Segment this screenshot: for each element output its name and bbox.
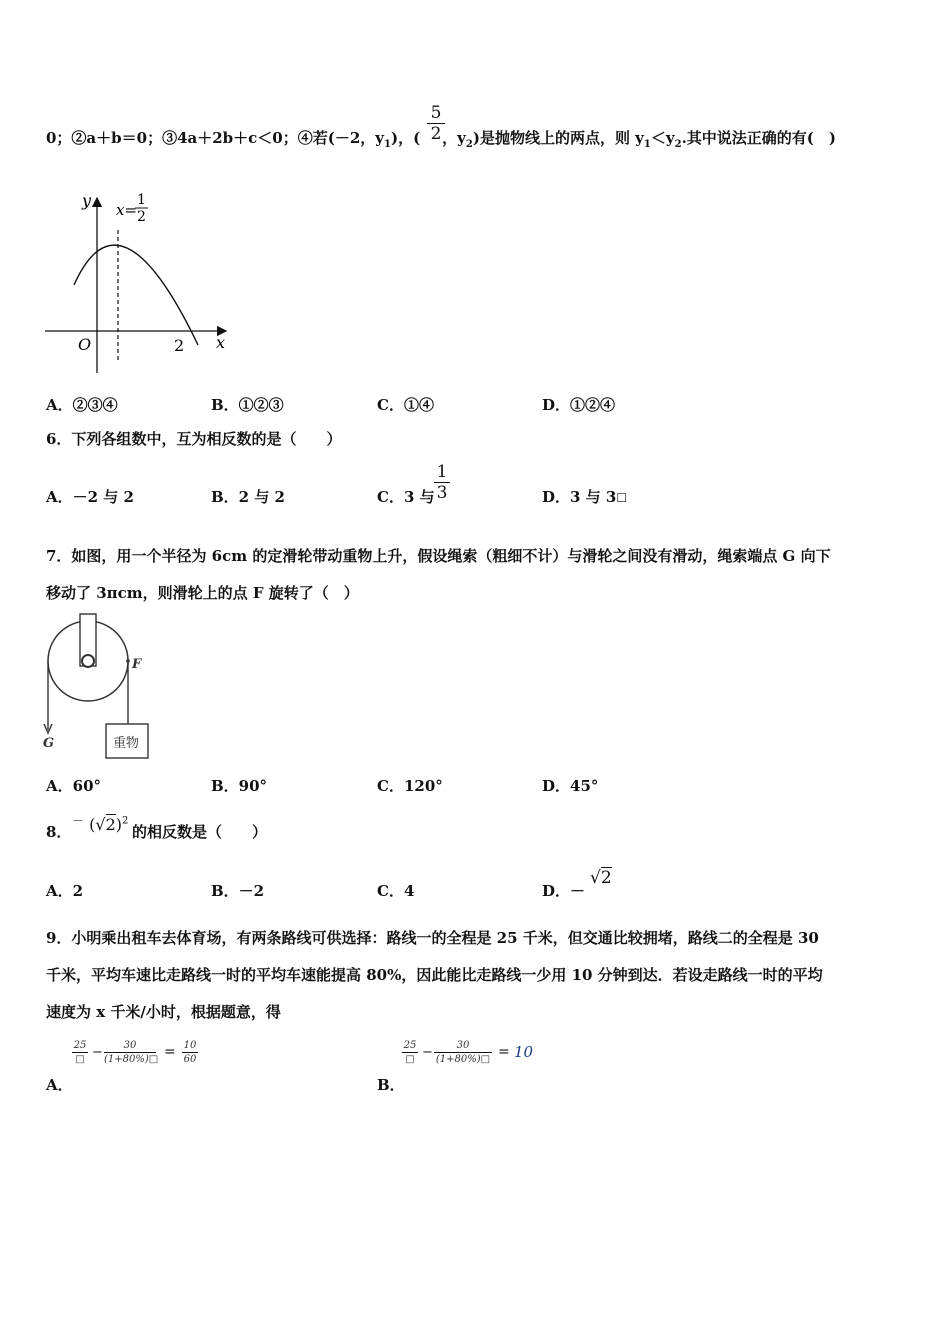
q8-option-b[interactable]: B．－2 bbox=[211, 882, 265, 900]
point-g-label: G bbox=[43, 736, 55, 751]
q9-stem-line2: 千米，平均车速比走路线一时的平均车速能提高 80%，因此能比走路线一少用 10 分钟到达．若设走路线一时的平均 bbox=[46, 966, 823, 984]
q9-option-a-label[interactable]: A． bbox=[46, 1076, 73, 1094]
q5-sub-3: 1 bbox=[643, 139, 651, 150]
fraction-bar bbox=[402, 1052, 418, 1053]
sqrt-sign: √ bbox=[95, 815, 106, 834]
point-f bbox=[126, 659, 130, 663]
q6-option-b[interactable]: B．2 与 2 bbox=[211, 488, 285, 506]
origin-label: O bbox=[78, 335, 92, 354]
point-f-label: F bbox=[132, 657, 142, 672]
q7-stem-line2: 移动了 3πcm，则滑轮上的点 F 旋转了（ ） bbox=[46, 584, 359, 602]
axis-of-symmetry-label: x= bbox=[116, 201, 138, 219]
q8-number: 8． bbox=[46, 823, 72, 841]
y-axis-label: y bbox=[82, 191, 92, 210]
q7-option-d[interactable]: D．45° bbox=[542, 777, 599, 795]
q8-option-d-sqrt: √2 bbox=[590, 868, 612, 888]
q8-option-c[interactable]: C．4 bbox=[377, 882, 415, 900]
q5-stem: 0；②a＋b＝0；③4a＋2b＋c＜0；④若(－2，$y_1$)，( ，$y_2$)是抛物线上的两点，则 $y_1<y_2$.其中说法正确的有( ) bbox=[46, 129, 836, 150]
x-axis-label: x bbox=[216, 333, 226, 352]
axis-frac-den: 2 bbox=[137, 209, 146, 225]
root-label: 2 bbox=[174, 336, 185, 355]
q5-option-b[interactable]: B．①②③ bbox=[211, 396, 284, 414]
q9-stem-line3: 速度为 x 千米/小时，根据题意，得 bbox=[46, 1003, 281, 1021]
q8-option-a[interactable]: A．2 bbox=[46, 882, 84, 900]
missing-glyph-icon: ☐ bbox=[616, 491, 628, 505]
q8-stem: 的相反数是（ ） bbox=[132, 823, 268, 841]
q5-option-c[interactable]: C．①④ bbox=[377, 396, 434, 414]
weight-label: 重物 bbox=[113, 736, 140, 751]
q7-pulley-figure bbox=[40, 612, 155, 764]
q5-sub-1: 1 bbox=[384, 139, 391, 150]
q5-fraction: 5 2 bbox=[427, 104, 445, 143]
q9-option-b-label[interactable]: B． bbox=[377, 1076, 405, 1094]
parabola-curve bbox=[74, 245, 198, 345]
q7-stem-line1: 7．如图，用一个半径为 6cm 的定滑轮带动重物上升，假设绳索（粗细不计）与滑轮之间没有滑动，绳索端点 G 向下 bbox=[46, 547, 831, 565]
q6-option-c[interactable]: C．3 与 bbox=[377, 488, 435, 506]
paren-right: ) bbox=[115, 815, 122, 834]
q8-expression: － $(√2)^2$ bbox=[72, 814, 129, 834]
pulley-axle bbox=[82, 655, 94, 667]
q9-stem-line1: 9．小明乘出租车去体育场，有两条路线可供选择：路线一的全程是 25 千米，但交通比较拥堵，路线二的全程是 30 bbox=[46, 929, 819, 947]
q8-option-d[interactable]: D．－ bbox=[542, 882, 586, 900]
fraction-bar bbox=[72, 1052, 88, 1053]
fraction-bar bbox=[104, 1052, 156, 1053]
paren-left: ( bbox=[89, 815, 96, 834]
q5-option-d[interactable]: D．①②④ bbox=[542, 396, 616, 414]
sqrt-sign: √ bbox=[590, 868, 601, 888]
q7-option-b[interactable]: B．90° bbox=[211, 777, 268, 795]
q5-parabola-graph bbox=[40, 190, 240, 380]
q6-option-a[interactable]: A．－2 与 2 bbox=[46, 488, 134, 506]
q5-sub-2: 2 bbox=[465, 139, 473, 150]
fraction-bar bbox=[182, 1052, 198, 1053]
q7-option-a[interactable]: A．60° bbox=[46, 777, 102, 795]
q6-stem: 6．下列各组数中，互为相反数的是（ ） bbox=[46, 430, 342, 448]
axis-frac-num: 1 bbox=[137, 192, 146, 208]
q7-option-c[interactable]: C．120° bbox=[377, 777, 443, 795]
q5-option-a[interactable]: A．②③④ bbox=[46, 396, 118, 414]
q6-option-d[interactable]: D．3 与 3☐ bbox=[542, 488, 628, 506]
fraction-bar bbox=[434, 1052, 492, 1053]
q6-option-c-fraction: 1 3 bbox=[434, 463, 450, 502]
q5-sub-4: 2 bbox=[674, 139, 682, 150]
